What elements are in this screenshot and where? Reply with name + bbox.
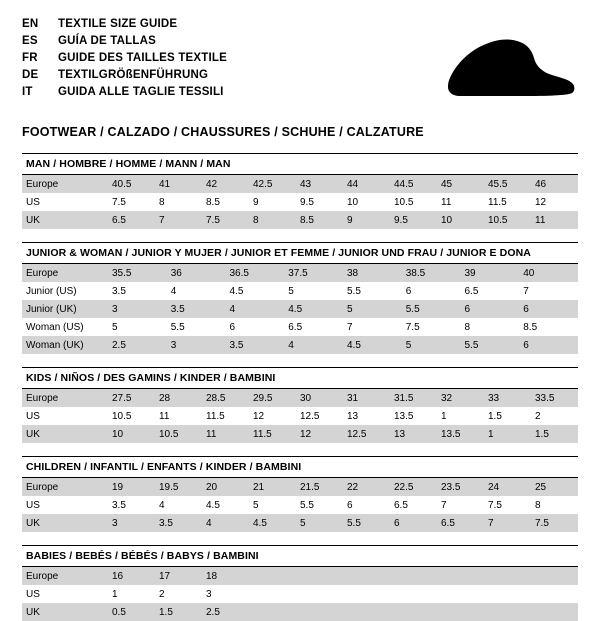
cell: 0.5 <box>108 603 155 621</box>
size-table <box>22 389 578 443</box>
cell: 3 <box>167 336 226 354</box>
row-label: Europe <box>22 175 108 193</box>
language-code: DE <box>22 69 39 81</box>
cell: 6 <box>519 336 578 354</box>
size-table-junior-woman <box>22 242 578 354</box>
dress-shoe-icon <box>386 34 576 104</box>
table-title: JUNIOR & WOMAN / JUNIOR Y MUJER / JUNIOR ET FEMME / JUNIOR UND FRAU / JUNIOR E DONA <box>22 242 578 264</box>
cell: 6 <box>519 300 578 318</box>
table-row <box>22 478 578 496</box>
cell: 5.5 <box>167 318 226 336</box>
table-row <box>22 282 578 300</box>
cell-empty <box>249 585 296 603</box>
cell: 5 <box>284 282 343 300</box>
cell: 44.5 <box>390 175 437 193</box>
cell-empty <box>484 603 531 621</box>
size-table-man <box>22 153 578 229</box>
cell: 6.5 <box>437 514 484 532</box>
cell: 28 <box>155 389 202 407</box>
cell: 6.5 <box>284 318 343 336</box>
language-title: GUÍA DE TALLAS <box>58 35 156 47</box>
cell: 6.5 <box>390 496 437 514</box>
cell-empty <box>484 585 531 603</box>
row-label: Junior (US) <box>22 282 108 300</box>
cell: 39 <box>461 264 520 282</box>
cell: 2.5 <box>202 603 249 621</box>
cell-empty <box>484 567 531 585</box>
cell: 10.5 <box>108 407 155 425</box>
cell: 7.5 <box>202 211 249 229</box>
cell: 13 <box>390 425 437 443</box>
cell: 4 <box>202 514 249 532</box>
cell: 23.5 <box>437 478 484 496</box>
cell: 12 <box>249 407 296 425</box>
cell: 8.5 <box>202 193 249 211</box>
cell: 7 <box>519 282 578 300</box>
cell-empty <box>390 585 437 603</box>
cell: 5 <box>296 514 343 532</box>
cell: 13 <box>343 407 390 425</box>
cell: 5.5 <box>343 514 390 532</box>
language-row <box>22 16 578 33</box>
row-label: US <box>22 496 108 514</box>
cell: 11.5 <box>202 407 249 425</box>
table-title: KIDS / NIÑOS / DES GAMINS / KINDER / BAMBINI <box>22 367 578 389</box>
cell: 21.5 <box>296 478 343 496</box>
table-title: MAN / HOMBRE / HOMME / MANN / MAN <box>22 153 578 175</box>
table-title: CHILDREN / INFANTIL / ENFANTS / KINDER / BAMBINI <box>22 456 578 478</box>
size-table-children <box>22 456 578 532</box>
cell: 6.5 <box>108 211 155 229</box>
table-row <box>22 175 578 193</box>
cell: 4 <box>284 336 343 354</box>
cell: 6.5 <box>461 282 520 300</box>
size-table <box>22 567 578 621</box>
cell-empty <box>343 567 390 585</box>
cell: 4.5 <box>284 300 343 318</box>
cell: 8 <box>155 193 202 211</box>
row-label: Europe <box>22 478 108 496</box>
cell: 4 <box>226 300 285 318</box>
cell: 3.5 <box>226 336 285 354</box>
cell: 11.5 <box>484 193 531 211</box>
cell: 42.5 <box>249 175 296 193</box>
table-row <box>22 318 578 336</box>
size-table-kids <box>22 367 578 443</box>
cell: 21 <box>249 478 296 496</box>
cell: 42 <box>202 175 249 193</box>
cell: 35.5 <box>108 264 167 282</box>
cell: 6 <box>343 496 390 514</box>
cell: 18 <box>202 567 249 585</box>
table-row <box>22 567 578 585</box>
cell: 4 <box>167 282 226 300</box>
cell-empty <box>437 603 484 621</box>
language-title: TEXTILGRÖßENFÜHRUNG <box>58 69 209 81</box>
cell: 28.5 <box>202 389 249 407</box>
language-code: ES <box>22 35 38 47</box>
cell: 29.5 <box>249 389 296 407</box>
row-label: Europe <box>22 389 108 407</box>
cell: 5.5 <box>343 282 402 300</box>
cell: 4 <box>155 496 202 514</box>
cell: 8 <box>249 211 296 229</box>
cell: 8 <box>461 318 520 336</box>
cell: 10.5 <box>484 211 531 229</box>
cell: 5.5 <box>461 336 520 354</box>
cell: 38.5 <box>402 264 461 282</box>
cell: 16 <box>108 567 155 585</box>
cell: 41 <box>155 175 202 193</box>
table-row <box>22 211 578 229</box>
cell: 3.5 <box>155 514 202 532</box>
cell: 2.5 <box>108 336 167 354</box>
table-row <box>22 193 578 211</box>
cell: 36.5 <box>226 264 285 282</box>
cell-empty <box>249 603 296 621</box>
row-label: Europe <box>22 264 108 282</box>
cell: 1.5 <box>484 407 531 425</box>
cell: 4.5 <box>226 282 285 300</box>
cell: 5.5 <box>402 300 461 318</box>
cell-empty <box>343 603 390 621</box>
cell: 3 <box>108 300 167 318</box>
cell: 44 <box>343 175 390 193</box>
row-label: US <box>22 193 108 211</box>
cell: 1 <box>484 425 531 443</box>
row-label: US <box>22 585 108 603</box>
cell: 33 <box>484 389 531 407</box>
cell: 3 <box>108 514 155 532</box>
table-row <box>22 496 578 514</box>
table-row <box>22 300 578 318</box>
row-label: UK <box>22 425 108 443</box>
cell: 11.5 <box>249 425 296 443</box>
cell: 3.5 <box>167 300 226 318</box>
cell: 45 <box>437 175 484 193</box>
row-label: UK <box>22 514 108 532</box>
size-table <box>22 175 578 229</box>
cell: 3.5 <box>108 282 167 300</box>
row-label: UK <box>22 211 108 229</box>
cell: 19 <box>108 478 155 496</box>
cell-empty <box>437 585 484 603</box>
cell: 5 <box>249 496 296 514</box>
language-title: GUIDA ALLE TAGLIE TESSILI <box>58 86 224 98</box>
cell: 9.5 <box>390 211 437 229</box>
language-code: IT <box>22 86 33 98</box>
cell: 31 <box>343 389 390 407</box>
cell: 8.5 <box>296 211 343 229</box>
cell: 12.5 <box>296 407 343 425</box>
cell: 12 <box>296 425 343 443</box>
cell: 6 <box>402 282 461 300</box>
cell: 9.5 <box>296 193 343 211</box>
cell: 10.5 <box>155 425 202 443</box>
cell: 6 <box>461 300 520 318</box>
cell: 5 <box>108 318 167 336</box>
cell: 12.5 <box>343 425 390 443</box>
cell: 1 <box>437 407 484 425</box>
cell: 20 <box>202 478 249 496</box>
row-label: UK <box>22 603 108 621</box>
table-row <box>22 264 578 282</box>
size-table <box>22 478 578 532</box>
cell-empty <box>531 567 578 585</box>
cell: 36 <box>167 264 226 282</box>
cell-empty <box>343 585 390 603</box>
cell-empty <box>390 567 437 585</box>
row-label: Europe <box>22 567 108 585</box>
language-title: TEXTILE SIZE GUIDE <box>58 18 178 30</box>
row-label: US <box>22 407 108 425</box>
cell: 38 <box>343 264 402 282</box>
table-row <box>22 407 578 425</box>
cell: 9 <box>343 211 390 229</box>
cell: 7.5 <box>402 318 461 336</box>
cell: 27.5 <box>108 389 155 407</box>
cell: 33.5 <box>531 389 578 407</box>
cell: 8.5 <box>519 318 578 336</box>
cell: 1.5 <box>155 603 202 621</box>
cell: 17 <box>155 567 202 585</box>
cell: 19.5 <box>155 478 202 496</box>
cell: 32 <box>437 389 484 407</box>
cell: 2 <box>155 585 202 603</box>
cell: 12 <box>531 193 578 211</box>
table-row <box>22 389 578 407</box>
table-row <box>22 514 578 532</box>
cell-empty <box>249 567 296 585</box>
cell: 3 <box>202 585 249 603</box>
size-table-babies <box>22 545 578 621</box>
cell: 4.5 <box>343 336 402 354</box>
cell: 9 <box>249 193 296 211</box>
cell: 40 <box>519 264 578 282</box>
cell: 11 <box>155 407 202 425</box>
cell: 10 <box>343 193 390 211</box>
row-label: Junior (UK) <box>22 300 108 318</box>
cell: 22.5 <box>390 478 437 496</box>
document-header <box>22 16 578 106</box>
language-code: EN <box>22 18 39 30</box>
cell-empty <box>296 603 343 621</box>
cell: 7.5 <box>531 514 578 532</box>
cell: 6 <box>390 514 437 532</box>
row-label: Woman (UK) <box>22 336 108 354</box>
cell: 24 <box>484 478 531 496</box>
cell: 11 <box>437 193 484 211</box>
cell: 22 <box>343 478 390 496</box>
cell-empty <box>531 603 578 621</box>
cell: 5 <box>402 336 461 354</box>
size-table <box>22 264 578 354</box>
cell: 31.5 <box>390 389 437 407</box>
cell: 5.5 <box>296 496 343 514</box>
cell: 3.5 <box>108 496 155 514</box>
cell: 45.5 <box>484 175 531 193</box>
language-code: FR <box>22 52 38 64</box>
table-row <box>22 585 578 603</box>
category-title: FOOTWEAR / CALZADO / CHAUSSURES / SCHUHE / CALZATURE <box>22 125 424 139</box>
cell: 1 <box>108 585 155 603</box>
row-label: Woman (US) <box>22 318 108 336</box>
cell: 7 <box>343 318 402 336</box>
cell: 43 <box>296 175 343 193</box>
cell: 13.5 <box>437 425 484 443</box>
cell: 10 <box>108 425 155 443</box>
cell-empty <box>390 603 437 621</box>
cell-empty <box>531 585 578 603</box>
cell: 7 <box>155 211 202 229</box>
cell: 4.5 <box>249 514 296 532</box>
cell: 11 <box>202 425 249 443</box>
table-row <box>22 336 578 354</box>
cell: 40.5 <box>108 175 155 193</box>
cell: 2 <box>531 407 578 425</box>
cell: 11 <box>531 211 578 229</box>
cell: 4.5 <box>202 496 249 514</box>
cell: 6 <box>226 318 285 336</box>
table-title: BABIES / BEBÉS / BÉBÉS / BABYS / BAMBINI <box>22 545 578 567</box>
cell: 1.5 <box>531 425 578 443</box>
cell: 7 <box>437 496 484 514</box>
cell: 10.5 <box>390 193 437 211</box>
cell-empty <box>296 585 343 603</box>
cell: 7 <box>484 514 531 532</box>
cell: 10 <box>437 211 484 229</box>
cell: 46 <box>531 175 578 193</box>
language-title: GUIDE DES TAILLES TEXTILE <box>58 52 227 64</box>
cell: 37.5 <box>284 264 343 282</box>
cell: 8 <box>531 496 578 514</box>
cell: 13.5 <box>390 407 437 425</box>
table-row <box>22 603 578 621</box>
cell: 5 <box>343 300 402 318</box>
cell: 25 <box>531 478 578 496</box>
cell-empty <box>437 567 484 585</box>
cell: 7.5 <box>108 193 155 211</box>
cell-empty <box>296 567 343 585</box>
cell: 30 <box>296 389 343 407</box>
table-row <box>22 425 578 443</box>
cell: 7.5 <box>484 496 531 514</box>
